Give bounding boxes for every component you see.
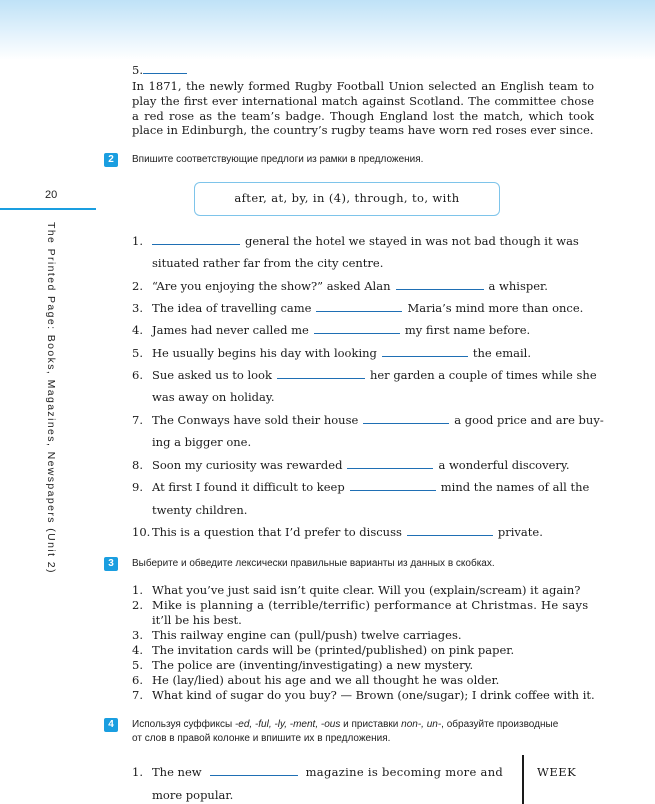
list-item: 2. “Are you enjoying the show?” asked Alan a whisper. — [132, 279, 548, 293]
list-item: 5. He usually begins his day with looking the email. — [132, 346, 531, 360]
side-divider — [0, 208, 96, 210]
list-item-continuation: twenty children. — [152, 503, 248, 517]
answer-blank[interactable] — [396, 279, 484, 290]
root-word: WEEK — [537, 765, 577, 779]
list-item-continuation: situated rather far from the city centre. — [152, 256, 384, 270]
answer-blank[interactable] — [143, 63, 187, 74]
exercise-4-badge: 4 — [104, 718, 118, 732]
prev-item-num-text: 5. — [132, 63, 143, 77]
list-item-continuation: more popular. — [152, 788, 234, 802]
exercise-3-instruction: Выберите и обведите лексически правильные варианты из данных в скобках. — [132, 558, 495, 569]
page-number: 20 — [45, 189, 58, 201]
exercise-4-instruction-line2: от слов в правой колонке и впишите их в предложения. — [132, 733, 391, 744]
answer-blank[interactable] — [407, 525, 493, 536]
list-item-continuation: it’ll be his best. — [152, 613, 242, 627]
list-item: 8. Soon my curiosity was rewarded a wonderful discovery. — [132, 458, 570, 472]
exercise-3-badge: 3 — [104, 557, 118, 571]
list-item: 10. This is a question that I’d prefer to discuss private. — [132, 525, 543, 539]
prev-item-paragraph: In 1871, the newly formed Rugby Football Union selected an English team to play the first ever international match against Scotland. The committee chose a red rose as the team’s badge. Though England lost the match, which took place in Edinburgh, the country’s rugby teams have worn red roses ever since. — [132, 79, 594, 138]
list-item: 4. James had never called me my first name before. — [132, 323, 531, 337]
word-box: after, at, by, in (4), through, to, with — [194, 182, 500, 216]
answer-blank[interactable] — [347, 458, 433, 469]
exercise-2-badge: 2 — [104, 153, 118, 167]
list-item: 1. What you’ve just said isn’t quite clear. Will you (explain/scream) it again? — [132, 583, 581, 597]
answer-blank[interactable] — [350, 480, 436, 491]
exercise-4-instruction: Используя суффиксы -ed, -ful, -ly, -ment, -ous и приставки non-, un-, образуйте производные — [132, 719, 559, 730]
list-item: 7. What kind of sugar do you buy? — Brown (one/sugar); I drink coffee with it. — [132, 688, 595, 702]
list-item: 7. The Conways have sold their house a good price and are buy- — [132, 413, 604, 427]
column-divider — [522, 755, 524, 804]
prev-item-number — [132, 63, 187, 78]
answer-blank[interactable] — [382, 346, 468, 357]
exercise-2-instruction: Впишите соответствующие предлоги из рамки в предложения. — [132, 154, 424, 165]
list-item: 4. The invitation cards will be (printed/published) on pink paper. — [132, 643, 515, 657]
answer-blank[interactable] — [363, 413, 449, 424]
list-item: 2. Mike is planning a (terrible/terrific) performance at Christmas. He says — [132, 598, 589, 612]
answer-blank[interactable] — [210, 765, 298, 776]
suffix-list: -ed, -ful, -ly, -ment, -ous — [234, 719, 341, 730]
list-item-continuation: ing a bigger one. — [152, 435, 252, 449]
list-item: 9. At first I found it difficult to keep mind the names of all the — [132, 480, 590, 494]
prefix-list: non-, un- — [401, 719, 442, 730]
list-item: 3. The idea of travelling came Maria’s mind more than once. — [132, 301, 584, 315]
list-item: 3. This railway engine can (pull/push) twelve carriages. — [132, 628, 462, 642]
list-item: 1. general the hotel we stayed in was not bad though it was — [132, 234, 579, 248]
list-item: 5. The police are (inventing/investigating) a new mystery. — [132, 658, 474, 672]
list-item: 1. The new magazine is becoming more and — [132, 765, 504, 779]
list-item: 6. Sue asked us to look her garden a couple of times while she — [132, 368, 597, 382]
top-gradient-band — [0, 0, 655, 60]
answer-blank[interactable] — [316, 301, 402, 312]
answer-blank[interactable] — [277, 368, 365, 379]
running-title: The Printed Page: Books, Magazines, Newspapers (Unit 2) — [45, 222, 57, 574]
list-item: 6. He (lay/lied) about his age and we all thought he was older. — [132, 673, 500, 687]
list-item-continuation: was away on holiday. — [152, 390, 275, 404]
answer-blank[interactable] — [314, 323, 400, 334]
answer-blank[interactable] — [152, 234, 240, 245]
